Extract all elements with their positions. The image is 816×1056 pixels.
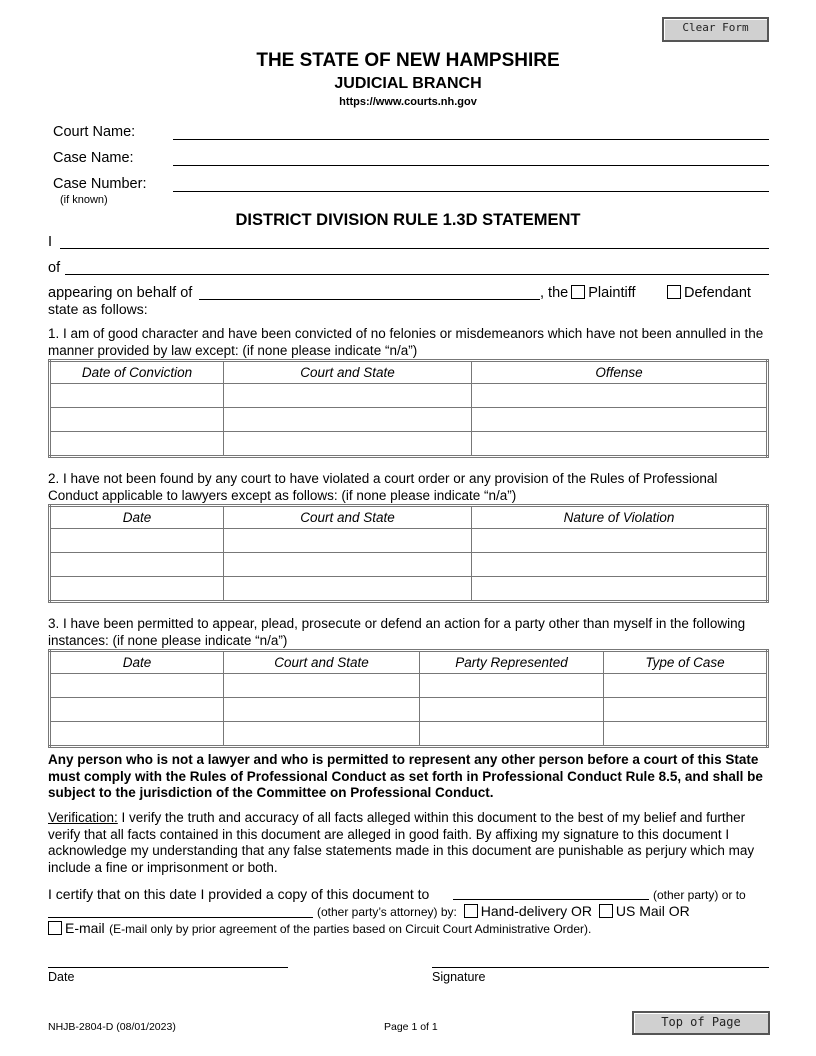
table-cell[interactable]: [50, 529, 224, 553]
date-label: Date: [48, 970, 75, 984]
state-as-follows: state as follows:: [48, 301, 148, 317]
defendant-label: Defendant: [684, 285, 751, 301]
top-of-page-button[interactable]: Top of Page: [632, 1011, 770, 1035]
table-row: [50, 408, 768, 432]
us-mail-checkbox[interactable]: [599, 904, 613, 918]
column-header: Date: [50, 651, 224, 674]
table-cell[interactable]: [472, 529, 768, 553]
i-label: I: [48, 234, 53, 250]
plaintiff-checkbox[interactable]: [571, 285, 585, 299]
table-row: [50, 674, 768, 698]
email-option: [48, 920, 591, 938]
court-name-input[interactable]: [173, 139, 769, 140]
column-header: Date: [50, 506, 224, 529]
attorney-label: (other party’s attorney) by:: [317, 905, 457, 919]
table-cell[interactable]: [50, 432, 224, 457]
case-number-input[interactable]: [173, 191, 769, 192]
court-url: https://www.courts.nh.gov: [339, 96, 477, 108]
table-row: [50, 577, 768, 602]
hand-delivery-label: Hand-delivery OR: [480, 903, 592, 919]
violations-table: [48, 504, 769, 603]
table-cell[interactable]: [472, 553, 768, 577]
table-cell[interactable]: [472, 408, 768, 432]
table-cell[interactable]: [50, 722, 224, 747]
state-heading: THE STATE OF NEW HAMPSHIRE: [256, 50, 560, 71]
table-cell[interactable]: [50, 698, 224, 722]
date-input[interactable]: [48, 967, 288, 968]
section3-text: 3. I have been permitted to appear, plead, prosecute or defend an action for a party other than myself in the following instances: (if none please indicate “n/a”): [48, 616, 746, 648]
table-cell[interactable]: [420, 722, 604, 747]
table-row: [50, 722, 768, 747]
table-row: [50, 529, 768, 553]
email-checkbox[interactable]: [48, 921, 62, 935]
email-label: E-mail: [65, 920, 105, 936]
attorney-input[interactable]: [48, 917, 313, 918]
appearing-label: appearing on behalf of: [48, 285, 193, 301]
if-known-note: (if known): [60, 194, 108, 206]
table-cell[interactable]: [224, 722, 420, 747]
table-cell[interactable]: [50, 577, 224, 602]
section2-text: 2. I have not been found by any court to have violated a court order or any provision of the Rules of Professional Conduct applicable to lawyers except as follows: (if none please indicate “n/a”): [48, 471, 718, 503]
us-mail-label: US Mail OR: [615, 903, 690, 919]
of-label: of: [48, 260, 61, 276]
table-cell[interactable]: [420, 698, 604, 722]
signature-label: Signature: [432, 970, 486, 984]
clear-form-button[interactable]: Clear Form: [662, 17, 769, 42]
verification-text: [48, 810, 770, 876]
convictions-table: [48, 359, 769, 458]
verification-body: I verify the truth and accuracy of all facts alleged within this document to the best of my belief and further verify that all facts contained in this document are alleged in good faith. By affixing my signature to this document I acknowledge my understanding that any false statements made in this document are punishable as perjury which may include a fine or imprisonment or both.: [48, 810, 755, 875]
defendant-checkbox[interactable]: [667, 285, 681, 299]
column-header: Nature of Violation: [472, 506, 768, 529]
party-input[interactable]: [199, 299, 540, 300]
other-party-label: (other party) or to: [653, 888, 746, 902]
table-cell[interactable]: [224, 384, 472, 408]
column-header: Court and State: [224, 361, 472, 384]
other-party-input[interactable]: [453, 899, 649, 900]
column-header: Party Represented: [420, 651, 604, 674]
hand-delivery-checkbox[interactable]: [464, 904, 478, 918]
table-cell[interactable]: [224, 553, 472, 577]
column-header: Court and State: [224, 651, 420, 674]
case-name-label: Case Name:: [53, 150, 134, 166]
table-cell[interactable]: [472, 432, 768, 457]
table-cell[interactable]: [472, 577, 768, 602]
plaintiff-label: Plaintiff: [588, 285, 636, 301]
form-id: NHJB-2804-D (08/01/2023): [48, 1021, 176, 1033]
table-cell[interactable]: [604, 722, 768, 747]
column-header: Court and State: [224, 506, 472, 529]
case-number-label: Case Number:: [53, 176, 147, 192]
appearances-table: [48, 649, 769, 748]
table-cell[interactable]: [224, 408, 472, 432]
table-row: [50, 432, 768, 457]
table-cell[interactable]: [224, 577, 472, 602]
table-cell[interactable]: [50, 674, 224, 698]
notice-text: Any person who is not a lawyer and who is permitted to represent any other person before a court of this State must comply with the Rules of Professional Conduct as set forth in Professional Conduct Rule 8.5, and shall be subject to the jurisdiction of the Committee on Professional Conduct.: [48, 752, 763, 800]
email-note: (E-mail only by prior agreement of the parties based on Circuit Court Administrative Order).: [109, 922, 592, 936]
table-row: [50, 553, 768, 577]
page-number: Page 1 of 1: [384, 1021, 438, 1033]
table-cell[interactable]: [472, 384, 768, 408]
table-cell[interactable]: [224, 529, 472, 553]
certify-text: I certify that on this date I provided a copy of this document to: [48, 886, 430, 902]
table-cell[interactable]: [604, 674, 768, 698]
column-header: Date of Conviction: [50, 361, 224, 384]
the-label: , the: [540, 285, 569, 301]
verification-label: Verification:: [48, 810, 118, 825]
branch-heading: JUDICIAL BRANCH: [334, 75, 482, 92]
table-cell[interactable]: [224, 674, 420, 698]
form-title: DISTRICT DIVISION RULE 1.3D STATEMENT: [235, 211, 581, 229]
table-row: [50, 384, 768, 408]
table-cell[interactable]: [420, 674, 604, 698]
court-name-label: Court Name:: [53, 124, 136, 140]
party-role: [540, 285, 636, 301]
name-input[interactable]: [60, 248, 769, 249]
table-cell[interactable]: [224, 698, 420, 722]
signature-input[interactable]: [432, 967, 769, 968]
table-cell[interactable]: [50, 384, 224, 408]
table-cell[interactable]: [50, 553, 224, 577]
address-input[interactable]: [65, 274, 769, 275]
table-row: [50, 698, 768, 722]
case-name-input[interactable]: [173, 165, 769, 166]
section1-text: 1. I am of good character and have been convicted of no felonies or misdemeanors which have not been annulled in the manner provided by law except: (if none please indicate “n/a”): [48, 326, 764, 358]
table-cell[interactable]: [50, 408, 224, 432]
delivery-options: [317, 903, 690, 919]
table-cell[interactable]: [604, 698, 768, 722]
column-header: Offense: [472, 361, 768, 384]
defendant-option: [664, 285, 751, 301]
column-header: Type of Case: [604, 651, 768, 674]
table-cell[interactable]: [224, 432, 472, 457]
